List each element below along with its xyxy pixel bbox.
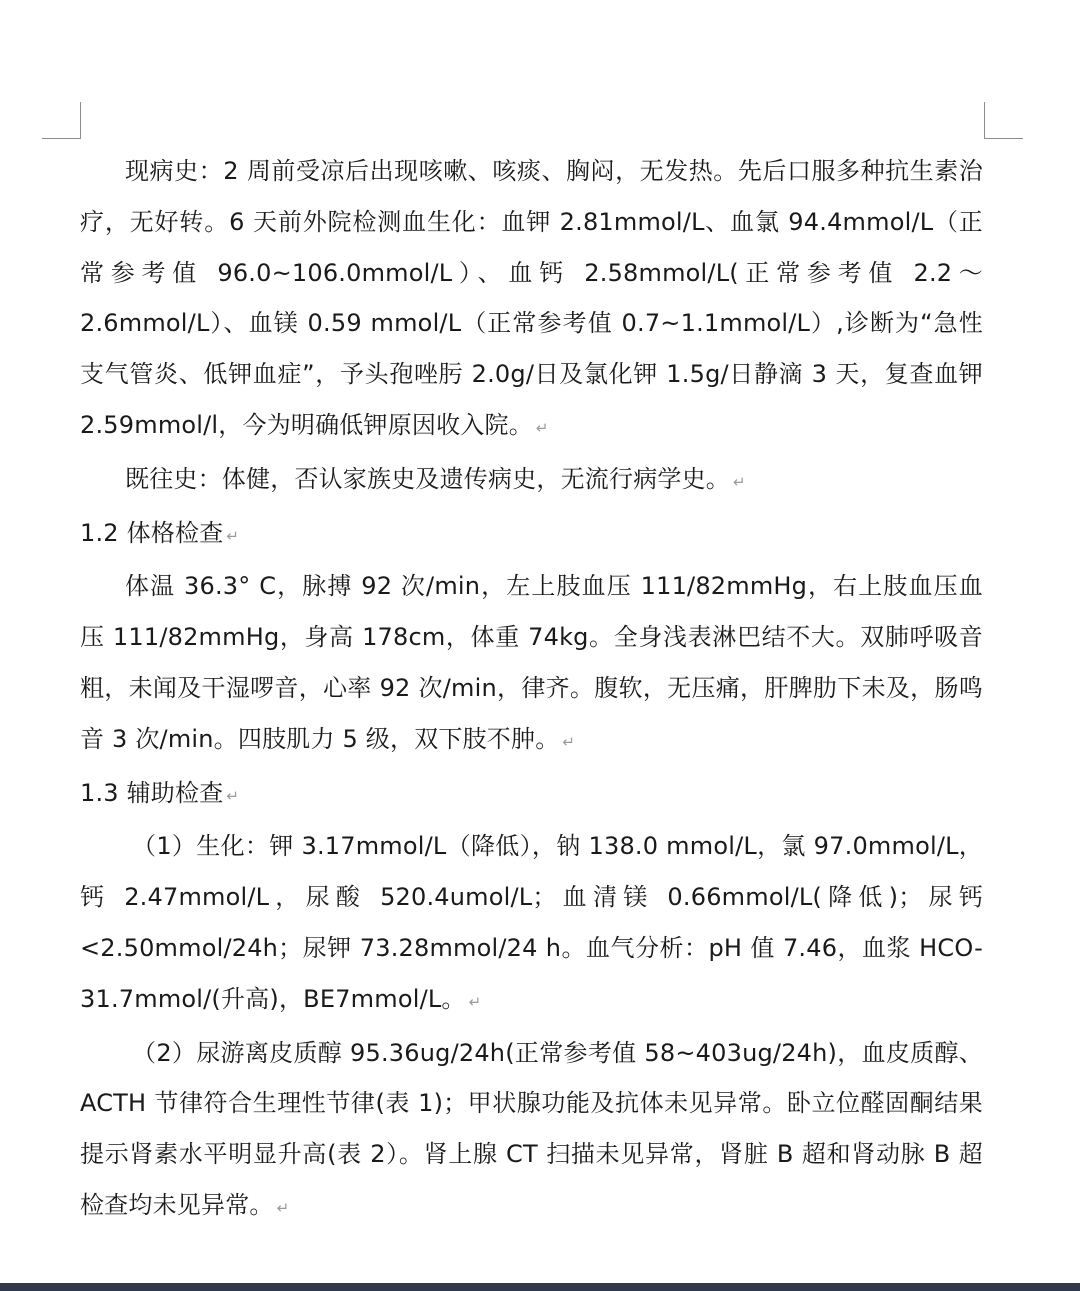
biochemistry-paragraph: （1）生化：钾 3.17mmol/L（降低），钠 138.0 mmol/L，氯 97.0mmol/L，钙 2.47mmol/L，尿酸 520.4umol/L；血清镁 0.66mmol/L(降低)；尿钙<2.50mmol/24h；尿钾 73.28mmol/24 h。血气分析：pH 值 7.46，血浆 HCO-31.7mmol/(升高)，BE7mmol/L。 ↵	[80, 832, 983, 1013]
document-page	[80, 146, 983, 1234]
section-heading-physical-exam: 1.2 体格检查 ↵	[80, 518, 240, 547]
paragraph-mark-icon: ↵	[468, 992, 482, 1011]
past-history-paragraph: 既往史：体健，否认家族史及遗传病史，无流行病学史。 ↵	[125, 464, 746, 493]
paragraph-mark-icon: ↵	[276, 1198, 290, 1217]
paragraph-mark-icon: ↵	[562, 732, 576, 751]
window-bottom-bar	[0, 1283, 1080, 1291]
page-corner-mark-top-left	[42, 102, 81, 139]
cortisol-paragraph: （2）尿游离皮质醇 95.36ug/24h(正常参考值 58~403ug/24h)，血皮质醇、ACTH 节律符合生理性节律(表 1)；甲状腺功能及抗体未见异常。卧立位醛固酮结果提示肾素水平明显升高(表 2）。肾上腺 CT 扫描未见异常，肾脏 B 超和肾动脉 B 超检查均未见异常。 ↵	[80, 1038, 983, 1219]
paragraph-mark-icon: ↵	[226, 526, 240, 545]
paragraph-mark-icon: ↵	[226, 786, 240, 805]
section-heading-auxiliary-exam: 1.3 辅助检查 ↵	[80, 778, 240, 807]
present-history-paragraph: 现病史：2 周前受凉后出现咳嗽、咳痰、胸闷，无发热。先后口服多种抗生素治疗，无好转。6 天前外院检测血生化：血钾 2.81mmol/L、血氯 94.4mmol/L（正常参考值 96.0~106.0mmol/L）、血钙 2.58mmol/L(正常参考值 2.2～2.6mmol/L）、血镁 0.59 mmol/L（正常参考值 0.7~1.1mmol/L）,诊断为“急性支气管炎、低钾血症”，予头孢唑肟 2.0g/日及氯化钾 1.5g/日静滴 3 天，复查血钾 2.59mmol/l，今为明确低钾原因收入院。 ↵	[80, 157, 983, 439]
page-corner-mark-top-right	[984, 102, 1023, 139]
paragraph-mark-icon: ↵	[535, 418, 549, 437]
physical-exam-paragraph: 体温 36.3° C，脉搏 92 次/min，左上肢血压 111/82mmHg，右上肢血压血压 111/82mmHg，身高 178cm，体重 74kg。全身浅表淋巴结不大。双肺呼吸音粗，未闻及干湿啰音，心率 92 次/min，律齐。腹软，无压痛，肝脾肋下未及，肠鸣音 3 次/min。四肢肌力 5 级，双下肢不肿。 ↵	[80, 572, 983, 753]
paragraph-mark-icon: ↵	[733, 472, 746, 491]
